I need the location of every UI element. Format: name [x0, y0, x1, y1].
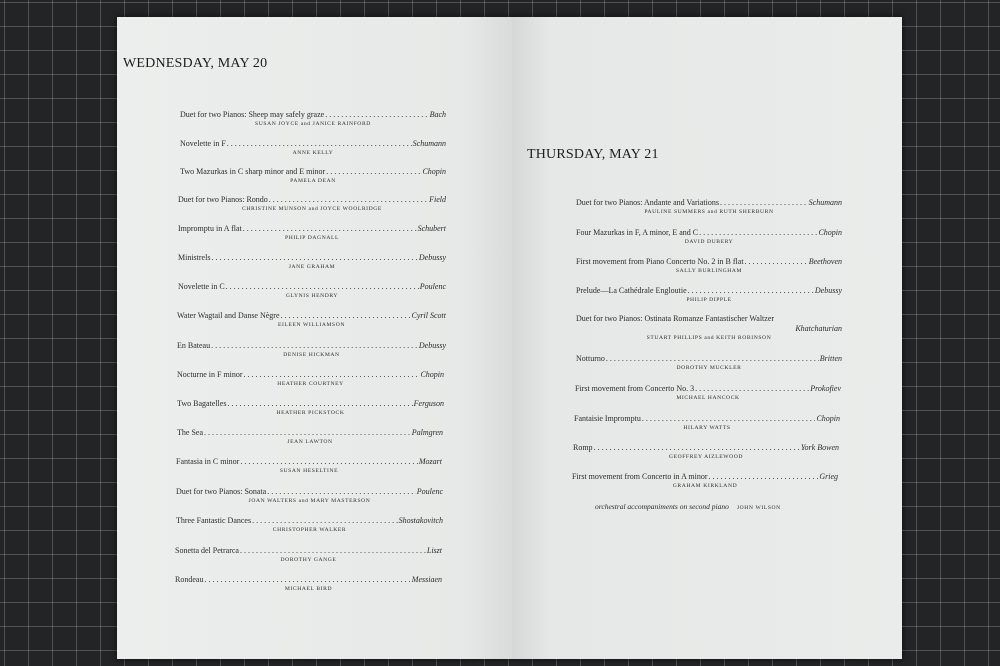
composer: Poulenc: [416, 487, 443, 496]
performer: PHILIP DIPPLE: [686, 297, 732, 303]
list-item: [178, 224, 446, 243]
list-item: [576, 314, 842, 343]
performer: SALLY BURLINGHAM: [675, 268, 743, 274]
performer: STUART PHILLIPS and KEITH ROBINSON: [646, 335, 772, 341]
performer: ANNE KELLY: [292, 150, 334, 156]
composer: Schubert: [417, 224, 446, 233]
performer: DOROTHY MUCKLER: [676, 365, 742, 371]
performer: PAMELA DEAN: [290, 178, 336, 184]
accompanist-name: JOHN WILSON: [736, 505, 781, 511]
piece-title: First movement from Concerto No. 3: [575, 384, 695, 393]
piece-title: Water Wagtail and Danse Nègre: [177, 311, 280, 320]
piece-title: Two Mazurkas in C sharp minor and E minor: [180, 167, 326, 176]
performer: JOAN WALTERS and MARY MASTERSON: [248, 498, 371, 504]
list-item: [180, 167, 446, 186]
composer: Debussy: [418, 341, 446, 350]
composer: Cyril Scott: [411, 311, 446, 320]
list-item: [576, 257, 842, 276]
performer: MICHAEL BIRD: [284, 586, 333, 592]
composer: Beethoven: [808, 257, 842, 266]
list-item: [576, 286, 842, 305]
footnote-text: orchestral accompaniments on second piano: [595, 502, 729, 511]
performer: MICHAEL HANCOCK: [676, 395, 740, 401]
performer: EILEEN WILLIAMSON: [277, 322, 346, 328]
composer: Grieg: [819, 472, 838, 481]
list-item: [178, 282, 446, 301]
list-item: [576, 228, 842, 247]
list-item: [572, 472, 838, 491]
composer: Schumann: [808, 198, 842, 207]
list-item: [177, 341, 446, 360]
list-item: [177, 428, 443, 447]
piece-title: Fantaisie Impromptu: [574, 414, 641, 423]
list-item: [175, 546, 442, 565]
piece-title: Two Bagatelles: [177, 399, 227, 408]
composer: Debussy: [814, 286, 842, 295]
list-item: [576, 198, 842, 217]
performer: GLYNIS HENDRY: [285, 293, 339, 299]
composer: Chopin: [818, 228, 842, 237]
list-item: [175, 575, 442, 594]
list-item: [178, 195, 446, 214]
performer: JANE GRAHAM: [288, 264, 336, 270]
piece-title: First movement from Concerto in A minor: [572, 472, 708, 481]
piece-title: Duet for two Pianos: Ostinata Romanze Fantastischer Waltzer: [576, 314, 775, 323]
thursday-heading: THURSDAY, MAY 21: [527, 147, 659, 162]
composer: Britten: [819, 354, 842, 363]
list-item: [177, 399, 444, 418]
piece-title: Fantasia in C minor: [176, 457, 240, 466]
list-item: [177, 370, 444, 389]
composer: York Bowen: [800, 443, 839, 452]
list-item: [180, 139, 446, 158]
composer: Ferguson: [413, 399, 444, 408]
piece-title: The Sea: [177, 428, 203, 437]
footnote: [595, 502, 781, 511]
piece-title: Rondeau: [175, 575, 204, 584]
list-item: [176, 457, 442, 476]
performer: HEATHER COURTNEY: [277, 381, 344, 387]
piece-title: Duet for two Pianos: Sonata: [176, 487, 267, 496]
performer: DAVID DUBERY: [684, 239, 734, 245]
performer: DENISE HICKMAN: [283, 352, 340, 358]
performer: SUSAN HESELTINE: [279, 468, 339, 474]
list-item: [575, 384, 841, 403]
list-item: [177, 311, 446, 330]
composer: Field: [429, 195, 446, 204]
piece-title: Three Fantastic Dances: [176, 516, 252, 525]
piece-title: Duet for two Pianos: Rondo: [178, 195, 268, 204]
piece-title: Impromptu in A flat: [178, 224, 242, 233]
composer: Chopin: [420, 370, 444, 379]
list-item: [178, 253, 446, 272]
piece-title: First movement from Piano Concerto No. 2 in B flat: [576, 257, 744, 266]
piece-title: Nocturne in F minor: [177, 370, 243, 379]
composer: Prokofiev: [810, 384, 841, 393]
piece-title: Duet for two Pianos: Andante and Variations: [576, 198, 719, 207]
performer: SUSAN JOYCE and JANICE RAINFORD: [255, 121, 371, 127]
piece-title: Novelette in C: [178, 282, 225, 291]
composer: Mozart: [418, 457, 442, 466]
wednesday-heading: WEDNESDAY, MAY 20: [123, 56, 268, 71]
composer: Shostakovitch: [398, 516, 443, 525]
performer: DOROTHY GANGE: [280, 557, 337, 563]
composer: Palmgren: [411, 428, 443, 437]
piece-title: Notturno: [576, 354, 605, 363]
piece-title: Novelette in F: [180, 139, 226, 148]
list-item: [176, 487, 443, 506]
composer: Khatchaturian: [795, 324, 842, 333]
composer: Chopin: [422, 167, 446, 176]
list-item: [573, 443, 839, 462]
composer: Liszt: [426, 546, 442, 555]
piece-title: En Bateau: [177, 341, 211, 350]
performer: CHRISTOPHER WALKER: [272, 527, 347, 533]
list-item: [574, 414, 840, 433]
performer: GEOFFREY AIZLEWOOD: [668, 454, 744, 460]
composer: Poulenc: [419, 282, 446, 291]
performer: JEAN LAWTON: [287, 439, 333, 445]
composer: Chopin: [816, 414, 840, 423]
performer: GRAHAM KIRKLAND: [672, 483, 738, 489]
composer: Schumann: [412, 139, 446, 148]
list-item: [176, 516, 443, 535]
composer: Debussy: [418, 253, 446, 262]
list-item: [180, 110, 446, 129]
piece-title: Duet for two Pianos: Sheep may safely graze: [180, 110, 325, 119]
piece-title: Four Mazurkas in F, A minor, E and C: [576, 228, 699, 237]
list-item: [576, 354, 842, 373]
performer: HILARY WATTS: [683, 425, 731, 431]
composer: Bach: [429, 110, 446, 119]
piece-title: Prelude—La Cathédrale Engloutie: [576, 286, 687, 295]
piece-title: Sonetta del Petrarca: [175, 546, 239, 555]
piece-title: Ministrels: [178, 253, 211, 262]
composer: Messiaen: [411, 575, 442, 584]
performer: PHILIP DAGNALL: [284, 235, 340, 241]
performer: CHRISTINE MUNSON and JOYCE WOOLRIDGE: [242, 206, 382, 212]
performer: PAULINE SUMMERS and RUTH SHERBURN: [644, 209, 774, 215]
piece-title: Romp: [573, 443, 593, 452]
performer: HEATHER PICKSTOCK: [276, 410, 345, 416]
